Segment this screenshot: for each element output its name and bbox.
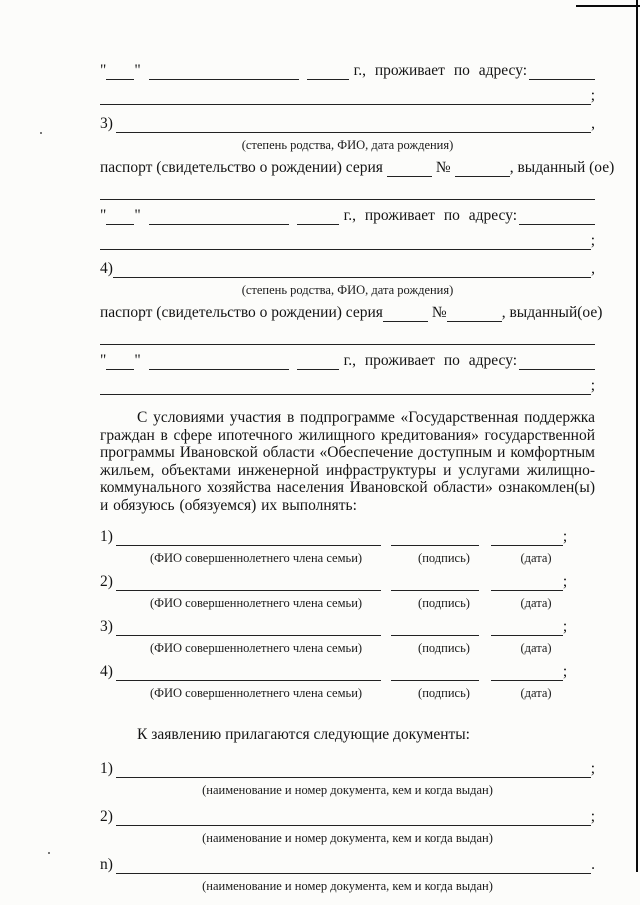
date-blank-line <box>491 620 563 636</box>
document-caption: (наименование и номер документа, кем и когда выдан) <box>202 879 493 893</box>
signature-caption-row <box>100 686 595 700</box>
semicolon: ; <box>562 528 568 545</box>
issuer-blank-line <box>100 184 595 200</box>
document-row <box>100 808 595 826</box>
date-caption: (дата) <box>520 596 552 610</box>
semicolon: ; <box>590 87 595 104</box>
date-address-row <box>100 352 595 370</box>
row-number: 4) <box>100 663 113 680</box>
document-blank-line <box>116 858 591 874</box>
date-caption: (дата) <box>520 551 552 565</box>
date-address-row <box>100 62 595 80</box>
date-caption: (дата) <box>520 641 552 655</box>
terminator: ; <box>590 808 595 825</box>
quote-mark: " <box>100 352 107 369</box>
signature-row <box>100 573 595 591</box>
member-name-blank-line <box>113 262 591 278</box>
address-blank-line <box>100 234 591 250</box>
passport-number-blank-line <box>455 161 510 177</box>
semicolon: ; <box>590 232 595 249</box>
scan-artifact-right-edge-line <box>636 0 638 872</box>
member-name-blank-line <box>116 117 591 133</box>
address-blank-line <box>100 379 591 395</box>
row-number: 2) <box>100 573 113 590</box>
month-blank-line <box>149 64 299 80</box>
signature-blank-line <box>391 665 479 681</box>
address-blank-line <box>519 354 595 370</box>
year-blank-line <box>297 209 339 225</box>
sign-caption: (подпись) <box>418 596 470 610</box>
row-number: n) <box>100 856 113 873</box>
passport-label: паспорт (свидетельство о рождении) серия <box>100 159 383 176</box>
day-blank-line <box>106 64 134 80</box>
month-blank-line <box>149 354 289 370</box>
fio-blank-line <box>116 530 381 546</box>
address-continuation-row <box>100 232 595 250</box>
document-caption: (наименование и номер документа, кем и когда выдан) <box>202 831 493 845</box>
row-number: 3) <box>100 618 113 635</box>
address-continuation-row <box>100 377 595 395</box>
signature-blank-line <box>391 575 479 591</box>
passport-row <box>100 159 615 177</box>
fio-caption: (ФИО совершеннолетнего члена семьи) <box>149 596 363 610</box>
address-continuation-row <box>100 87 595 105</box>
scan-artifact-top-right-line <box>576 5 640 7</box>
relation-caption: (степень родства, ФИО, дата рождения) <box>241 138 454 152</box>
document-row <box>100 760 595 778</box>
issuer-blank-line <box>100 329 595 345</box>
year-blank-line <box>297 354 339 370</box>
date-blank-line <box>491 575 563 591</box>
document-blank-line <box>116 810 591 826</box>
issuer-blank-row <box>100 184 595 200</box>
address-blank-line <box>100 89 591 105</box>
sign-caption: (подпись) <box>418 686 470 700</box>
date-blank-line <box>491 665 563 681</box>
signature-caption-row <box>100 596 595 610</box>
semicolon: ; <box>562 573 568 590</box>
quote-mark: " <box>100 207 107 224</box>
relation-caption: (степень родства, ФИО, дата рождения) <box>241 283 454 297</box>
member-number: 3) <box>100 115 113 132</box>
semicolon: ; <box>562 663 568 680</box>
signature-row <box>100 528 595 546</box>
semicolon: ; <box>562 618 568 635</box>
fio-caption: (ФИО совершеннолетнего члена семьи) <box>149 641 363 655</box>
passport-issued-label: , выданный (ое) <box>509 159 615 176</box>
scan-artifact-speck <box>40 132 42 134</box>
fio-blank-line <box>116 665 381 681</box>
document-caption: (наименование и номер документа, кем и когда выдан) <box>202 783 493 797</box>
signature-row <box>100 663 595 681</box>
agreement-paragraph: С условиями участия в подпрограмме «Государственная поддержка граждан в сфере ипотечного жилищного кредитования» государственной программы Ивановской области «Обеспечение доступным и комфортным жильем, объектами инженерной инфраструктуры и услугами жилищно-коммунального хозяйства населения Ивановской области» ознакомлен(ы) и обязуюсь (обязуемся) их выполнять: <box>100 409 595 514</box>
scanned-application-form <box>100 62 615 900</box>
comma: , <box>591 260 595 277</box>
signature-caption-row <box>100 641 595 655</box>
address-blank-line <box>519 209 595 225</box>
row-number: 1) <box>100 760 113 777</box>
fio-blank-line <box>116 620 381 636</box>
residence-label: г., проживает по адресу: <box>343 207 518 224</box>
month-blank-line <box>149 209 289 225</box>
row-number: 1) <box>100 528 113 545</box>
quote-mark: " <box>134 352 141 369</box>
documents-heading: К заявлению прилагаются следующие документы: <box>137 726 470 743</box>
quote-mark: " <box>134 207 141 224</box>
day-blank-line <box>106 354 134 370</box>
comma: , <box>591 115 595 132</box>
passport-series-blank-line <box>387 161 432 177</box>
signature-blank-line <box>391 530 479 546</box>
year-blank-line <box>307 64 349 80</box>
semicolon: ; <box>590 377 595 394</box>
residence-label: г., проживает по адресу: <box>343 352 518 369</box>
address-blank-line <box>529 64 595 80</box>
passport-number-sign: № <box>435 159 451 176</box>
fio-caption: (ФИО совершеннолетнего члена семьи) <box>149 551 363 565</box>
signature-blank-line <box>391 620 479 636</box>
fio-caption: (ФИО совершеннолетнего члена семьи) <box>149 686 363 700</box>
passport-label: паспорт (свидетельство о рождении) серия <box>100 304 383 321</box>
date-address-row <box>100 207 595 225</box>
member-number: 4) <box>100 260 113 277</box>
passport-series-blank-line <box>383 306 428 322</box>
member-number-row <box>100 115 595 133</box>
passport-number-blank-line <box>447 306 502 322</box>
date-blank-line <box>491 530 563 546</box>
passport-number-sign: № <box>431 304 447 321</box>
passport-row <box>100 304 603 322</box>
sign-caption: (подпись) <box>418 551 470 565</box>
terminator: ; <box>590 760 595 777</box>
signature-row <box>100 618 595 636</box>
date-caption: (дата) <box>520 686 552 700</box>
signature-caption-row <box>100 551 595 565</box>
quote-mark: " <box>100 62 107 79</box>
terminator: . <box>591 856 595 873</box>
sign-caption: (подпись) <box>418 641 470 655</box>
residence-label: г., проживает по адресу: <box>353 62 528 79</box>
passport-issued-label: , выданный(ое) <box>501 304 603 321</box>
member-number-row <box>100 260 595 278</box>
document-row <box>100 856 595 874</box>
fio-blank-line <box>116 575 381 591</box>
day-blank-line <box>106 209 134 225</box>
document-blank-line <box>116 762 591 778</box>
row-number: 2) <box>100 808 113 825</box>
issuer-blank-row <box>100 329 595 345</box>
scan-artifact-speck <box>48 852 50 854</box>
quote-mark: " <box>134 62 141 79</box>
